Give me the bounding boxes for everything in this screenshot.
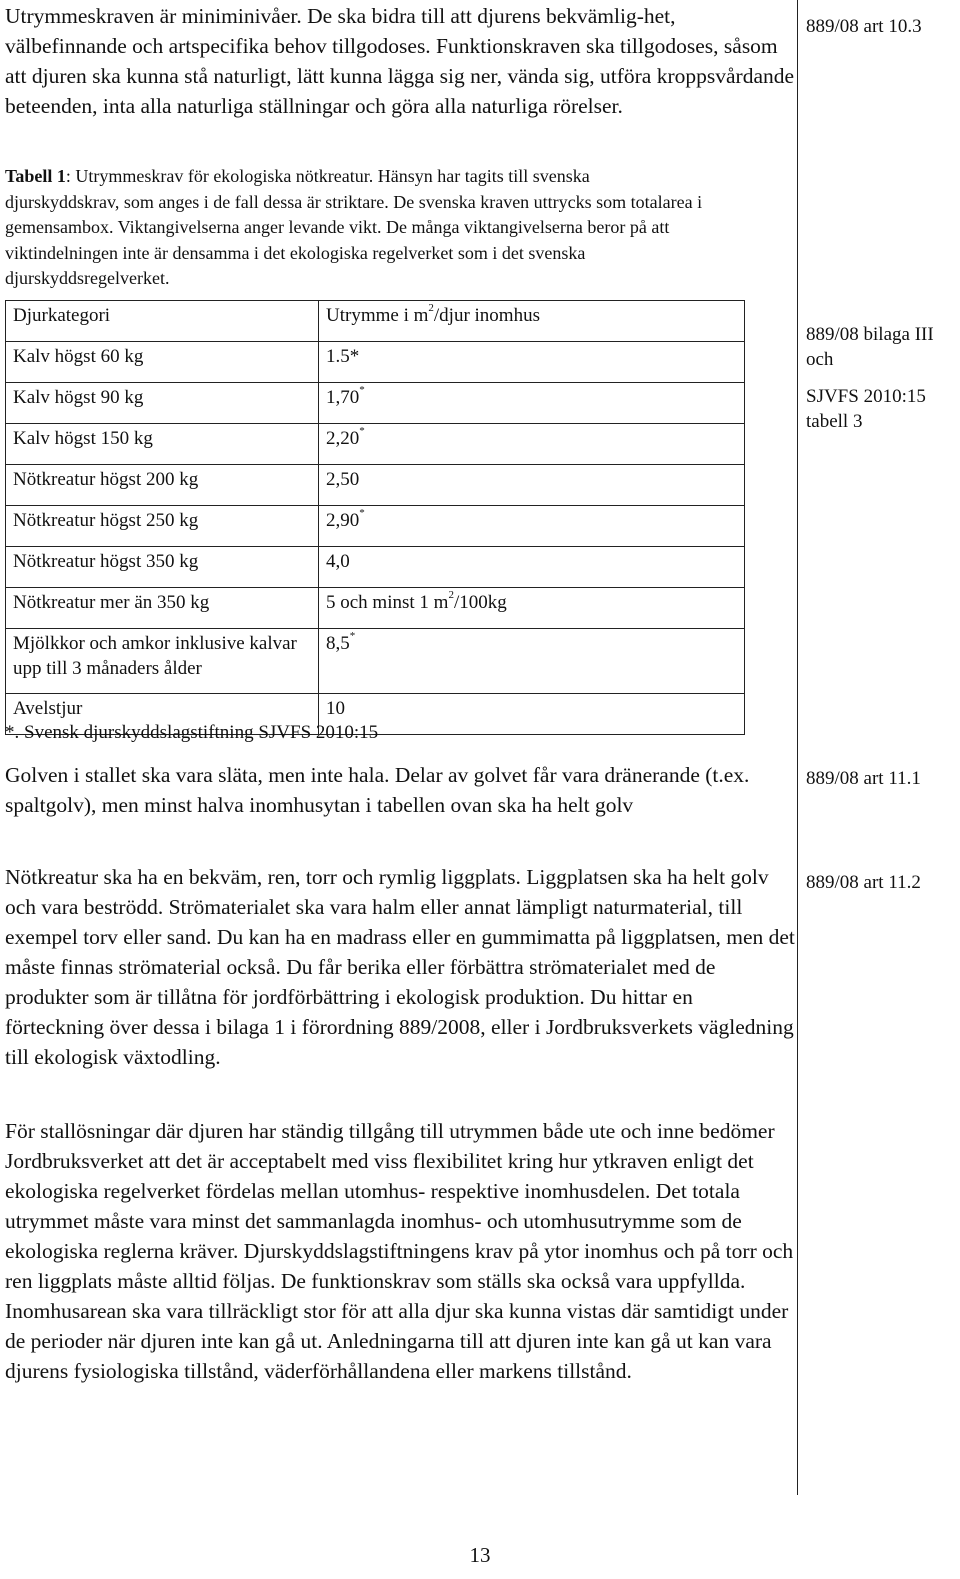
- row-value: [319, 547, 745, 588]
- margin-divider: [797, 0, 798, 1495]
- table-row: [6, 506, 745, 547]
- row-value-text: 2,20: [326, 428, 360, 449]
- table-caption: [5, 164, 705, 292]
- row-category: Nötkreatur högst 200 kg: [6, 465, 319, 506]
- table-caption-text: : Utrymmeskrav för ekologiska nötkreatur. Hänsyn har tagits till svenska djurskyddskrav, som anges i de fall dessa är striktare. De svenska kraven uttrycks som totalarea i gemensambox. Viktangivelserna anger levande vikt. De många viktangivelserna beror på att viktindelningen inte är densamma i det ekologiska regelverket som i det svenska djurskyddsregelverket.: [5, 166, 703, 288]
- row-category: Nötkreatur mer än 350 kg: [6, 588, 319, 629]
- table-caption-label: Tabell 1: [5, 166, 66, 186]
- bedding-paragraph: Nötkreatur ska ha en bekväm, ren, torr och rymlig liggplats. Liggplatsen ska ha helt golv och vara beströdd. Strömaterialet ska vara halm eller annat lämpligt naturmaterial, till exempel torv eller sand. Du kan ha en madrass eller en gummimatta på liggplatsen, men det måste finnas strömaterial också. Du får berika eller förbättra strömaterialet med de produkter som är tillåtna för jordförbättring i ekologisk produktion. Du hittar en förteckning över dessa i bilaga 1 i förordning 889/2008, eller i Jordbruksverkets vägledning till ekologisk växtodling.: [5, 865, 795, 1069]
- margin-ref-bilaga-line1: 889/08 bilaga III och: [806, 324, 934, 370]
- row-value-text: 8,5: [326, 633, 350, 654]
- margin-ref-art-11-2: 889/08 art 11.2: [806, 872, 921, 893]
- floor-paragraph: Golven i stallet ska vara släta, men inte hala. Delar av golvet får vara dränerande (t.ex. spaltgolv), men minst halva inomhusytan i tabellen ovan ska ha helt golv: [5, 763, 750, 817]
- row-value: [319, 424, 745, 465]
- row-value-text: 5 och minst 1 m: [326, 592, 449, 613]
- header-space-sup: 2: [428, 301, 434, 314]
- header-category: Djurkategori: [6, 301, 319, 342]
- margin-ref-art-11-1: 889/08 art 11.1: [806, 768, 921, 789]
- table-footnote: *. Svensk djurskyddslagstiftning SJVFS 2010:15: [5, 722, 379, 743]
- row-value-sup: 2: [448, 588, 454, 601]
- table-row: [6, 465, 745, 506]
- row-category: Nötkreatur högst 250 kg: [6, 506, 319, 547]
- row-footnote-mark: *: [359, 383, 365, 396]
- space-requirements-table: [5, 300, 745, 735]
- table-row: [6, 424, 745, 465]
- row-value: [319, 629, 745, 694]
- margin-ref-bilaga: [806, 322, 956, 434]
- row-value-text: 10: [326, 698, 345, 719]
- table-row: [6, 547, 745, 588]
- table-row: [6, 383, 745, 424]
- row-value: [319, 506, 745, 547]
- row-value: [319, 694, 745, 735]
- row-footnote-mark: *: [349, 629, 356, 642]
- table-row: [6, 588, 745, 629]
- row-value-text: 4,0: [326, 551, 350, 572]
- row-value: [319, 383, 745, 424]
- row-footnote-mark: *: [359, 424, 365, 437]
- row-category: Kalv högst 90 kg: [6, 383, 319, 424]
- row-value: [319, 465, 745, 506]
- header-space: [319, 301, 745, 342]
- row-value: [319, 588, 745, 629]
- row-value-text: 1.5*: [326, 346, 360, 367]
- margin-ref-bilaga-line2: SJVFS 2010:15 tabell 3: [806, 386, 926, 432]
- row-value-unit: /100kg: [453, 592, 507, 613]
- row-value-text: 2,90: [326, 510, 360, 531]
- row-value: [319, 342, 745, 383]
- table-row: [6, 629, 745, 694]
- table-header-row: [6, 301, 745, 342]
- row-category: Avelstjur: [6, 694, 319, 735]
- row-value-text: 2,50: [326, 469, 360, 490]
- row-category: Kalv högst 150 kg: [6, 424, 319, 465]
- row-footnote-mark: *: [359, 506, 365, 519]
- row-category: Mjölkkor och amkor inklusive kalvar upp till 3 månaders ålder: [6, 629, 319, 694]
- row-category: Kalv högst 60 kg: [6, 342, 319, 383]
- intro-paragraph: Utrymmeskraven är miniminivåer. De ska bidra till att djurens bekvämlig-het, välbefinnande och artspecifika behov tillgodoses. Funktionskraven ska tillgodoses, såsom att djuren ska kunna stå naturligt, lätt kunna lägga sig ner, vända sig, utföra kroppsvårdande beteenden, inta alla naturliga ställningar och göra alla naturliga rörelser.: [5, 4, 795, 118]
- housing-paragraph: För stallösningar där djuren har ständig tillgång till utrymmen både ute och inne bedömer Jordbruksverket att det är acceptabelt med viss flexibilitet kring hur ytkraven enligt det ekologiska regelverket fördelas mellan utomhus- respektive inomhusdelen. Det totala utrymmet måste vara minst det sammanlagda inomhus- och utomhusutrymme som de ekologiska reglerna kräver. Djurskyddslagstiftningens krav på ytor inomhus och på torr och ren liggplats måste alltid följas. De funktionskrav som ställs ska också vara uppfyllda. Inomhusarean ska vara tillräckligt stor för att alla djur ska kunna vistas där samtidigt under de perioder när djuren inte kan gå ut. Anledningarna till att djuren inte kan gå ut kan vara djurens fysiologiska tillstånd, väderförhållandena eller markens tillstånd.: [5, 1119, 794, 1383]
- page-number: 13: [469, 1543, 491, 1567]
- row-value-text: 1,70: [326, 387, 360, 408]
- margin-ref-art-10-3: 889/08 art 10.3: [806, 16, 922, 37]
- header-space-unit: /djur inomhus: [433, 305, 540, 326]
- row-category: Nötkreatur högst 350 kg: [6, 547, 319, 588]
- header-space-text: Utrymme i m: [326, 305, 429, 326]
- table-row: [6, 342, 745, 383]
